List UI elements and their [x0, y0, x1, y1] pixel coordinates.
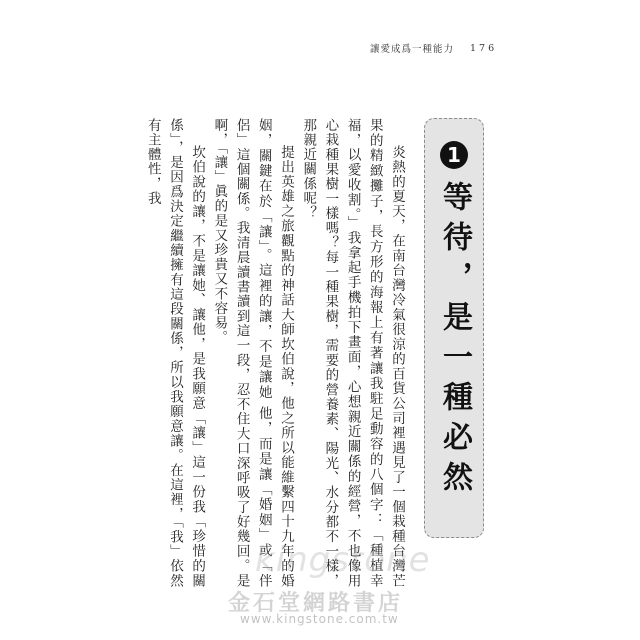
page-number: 176 — [470, 42, 498, 54]
paragraph-3: 坎伯說的讓，不是讓她、讓他，是我願意「讓」這一份我「珍惜的關係」，是因爲決定繼續擁有這段關係，所以我願意讓。在這裡，「我」依然有主體性，我 — [144, 118, 206, 588]
running-head — [370, 40, 570, 56]
running-head-book-title: 讓愛成爲一種能力 — [370, 44, 455, 55]
watermark-url: www.kingstone.com.tw — [240, 612, 399, 626]
body-text — [144, 118, 408, 588]
chapter-number-badge: 1 — [440, 141, 468, 169]
chapter-title: 等待，是一種必然 — [437, 181, 472, 501]
paragraph-2: 提出英雄之旅觀點的神話大師坎伯說，他之所以能維繫四十九年的婚姻，關鍵在於「讓」。這裡的讓，不是讓她 他，而是讓「婚姻」或「伴侶」這個關係。我清晨讀書讀到這一段，忍不住大口深呼吸了好幾回。是啊，「讓」眞的是又珍貴又不容易。 — [211, 118, 294, 588]
chapter-heading-box — [424, 118, 484, 538]
paragraph-1: 炎熱的夏天，在南台灣冷氣很涼的百貨公司裡遇見了一個栽種台灣芒果的精緻攤子，長方形的海報上有著讓我駐足動容的八個字：「種植幸福，以愛收割。」我拿起手機拍下畫面，心想親近關係的經營，不也像用心栽種果樹一樣嗎？每一種果樹，需要的營養素、陽光、水分都不一樣，那親近關係呢？ — [300, 118, 405, 588]
watermark-store-name: 金石堂網路書店 — [228, 590, 404, 616]
watermark-logo: kingstone — [255, 540, 431, 580]
